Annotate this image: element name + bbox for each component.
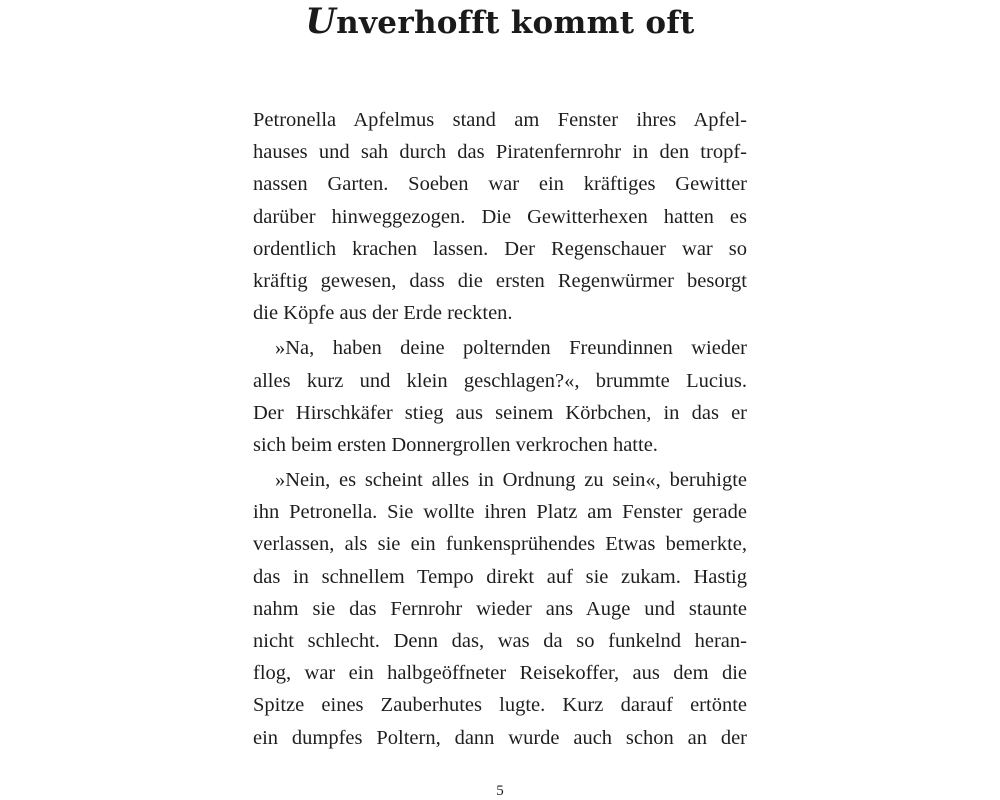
text-line: die Köpfe aus der Erde reckten. [253, 302, 513, 325]
paragraph-2 [253, 332, 747, 461]
chapter-title [0, 2, 1000, 43]
text-line: alles kurz und klein geschlagen?«, brummte Lucius. [253, 369, 747, 392]
paragraph-1 [253, 104, 747, 329]
page-number: 5 [496, 783, 504, 799]
text-line: das in schnellem Tempo direkt auf sie zukam. Hastig [253, 565, 747, 588]
text-line: Der Hirschkäfer stieg aus seinem Körbchen, in das er [253, 401, 747, 424]
text-line: ein dumpfes Poltern, dann wurde auch schon an der [253, 726, 747, 749]
text-line: hauses und sah durch das Piratenfernrohr in den tropf- [253, 141, 747, 164]
text-line: »Nein, es scheint alles in Ordnung zu sein«, beruhigte [275, 469, 747, 492]
text-line: darüber hinweggezogen. Die Gewitterhexen hatten es [253, 205, 747, 228]
text-line: ordentlich krachen lassen. Der Regenschauer war so [253, 237, 747, 260]
body-text [253, 104, 747, 754]
text-line: nahm sie das Fernrohr wieder ans Auge und staunte [253, 597, 747, 620]
text-line: nicht schlecht. Denn das, was da so funkelnd heran- [253, 630, 747, 652]
text-line: verlassen, als sie ein funkensprühendes Etwas bemerkte, [253, 533, 747, 556]
text-line: ihn Petronella. Sie wollte ihren Platz am Fenster gerade [253, 501, 747, 524]
text-line: flog, war ein halbgeöffneter Reisekoffer, aus dem die [253, 662, 747, 685]
text-line: Petronella Apfelmus stand am Fenster ihres Apfel- [253, 109, 747, 131]
text-line: »Na, haben deine polternden Freundinnen wieder [275, 337, 747, 360]
paragraph-3 [253, 464, 747, 754]
text-line: nassen Garten. Soeben war ein kräftiges Gewitter [253, 173, 747, 196]
text-line: kräftig gewesen, dass die ersten Regenwürmer besorgt [253, 269, 747, 292]
chapter-title-rest: nverhofft kommt oft [336, 5, 695, 41]
text-line: sich beim ersten Donnergrollen verkrochen hatte. [253, 433, 658, 456]
text-line: Spitze eines Zauberhutes lugte. Kurz darauf ertönte [253, 694, 747, 717]
chapter-title-initial: U [305, 1, 337, 42]
